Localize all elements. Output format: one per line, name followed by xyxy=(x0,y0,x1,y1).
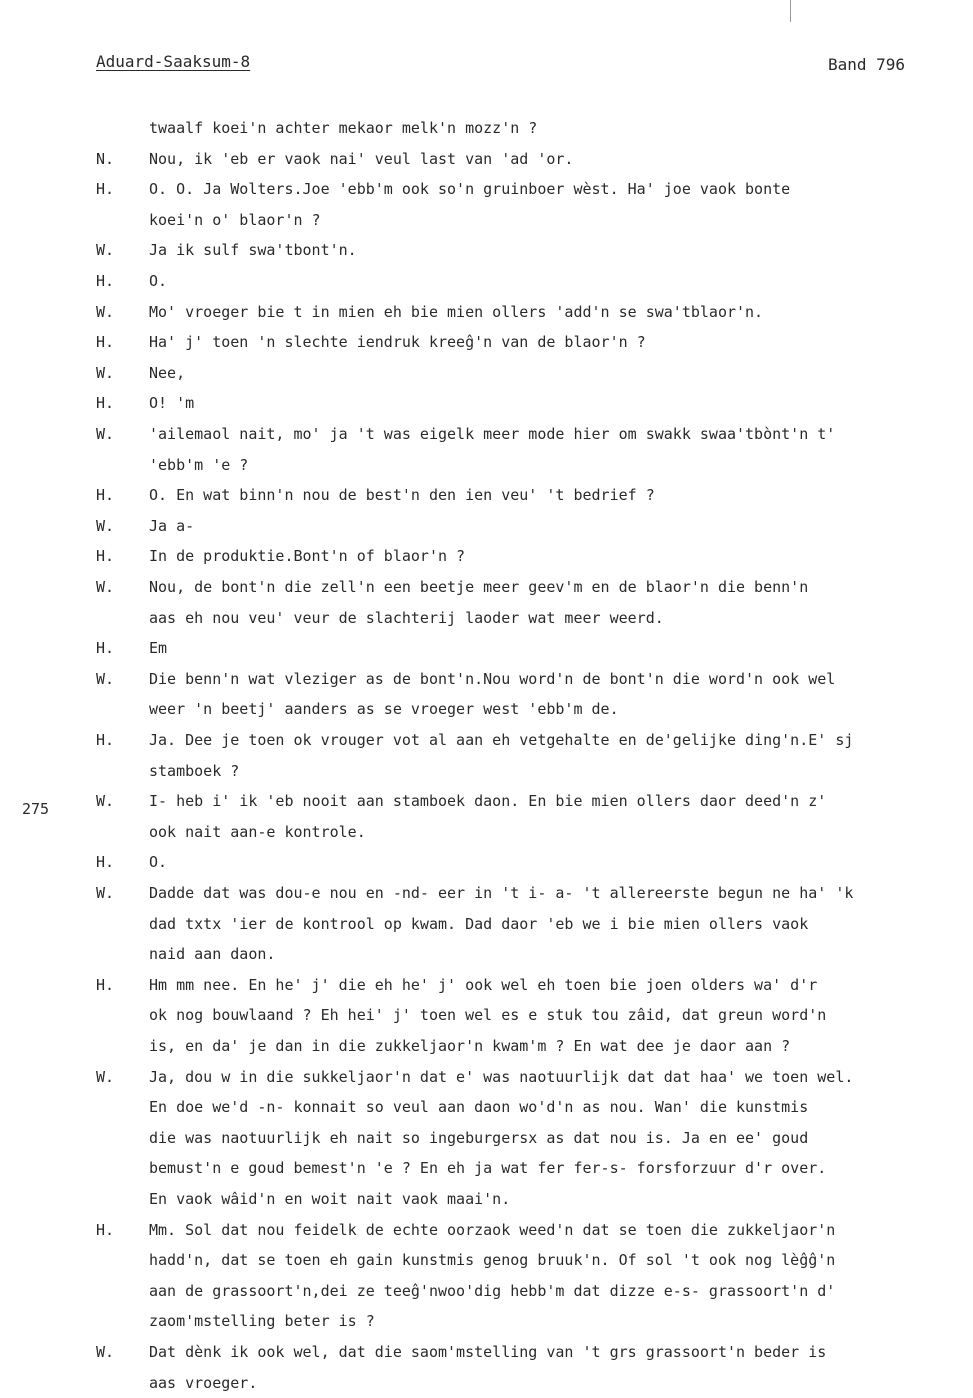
transcript-line: Ja a- xyxy=(149,516,195,535)
speaker-label: W. xyxy=(96,792,115,811)
transcript-line: I- heb i' ik 'eb nooit aan stamboek daon. En bie mien ollers daor deed'n z' xyxy=(149,792,827,811)
transcript-line: Hm mm nee. En he' j' die eh he' j' ook wel eh toen bie joen olders wa' d'r xyxy=(149,975,818,994)
transcript-line: twaalf koei'n achter mekaor melk'n mozz'n ? xyxy=(149,119,538,137)
speaker-label: N. xyxy=(96,149,115,168)
transcript-line: aas vroeger. xyxy=(149,1373,258,1392)
transcript-line: stamboek ? xyxy=(149,761,240,780)
transcript-line: bemust'n e goud bemest'n 'e ? En eh ja wat fer fer-s- forsforzuur d'r over. xyxy=(149,1159,827,1178)
transcript-line: 'ailemaol nait, mo' ja 't was eigelk meer mode hier om swakk swaa'tbònt'n t' xyxy=(149,425,836,443)
transcript-line: In de produktie.Bont'n of blaor'n ? xyxy=(149,547,466,566)
transcript-line: O. En wat binn'n nou de best'n den ien veu' 't bedrief ? xyxy=(149,486,655,505)
transcript-line: Nee, xyxy=(149,363,186,382)
speaker-label: W. xyxy=(96,578,115,596)
transcript-line: koei'n o' blaor'n ? xyxy=(149,210,321,229)
speaker-label: H. xyxy=(96,180,115,199)
speaker-label: W. xyxy=(96,302,115,321)
speaker-label: W. xyxy=(96,425,115,443)
transcript-line: Nou, ik 'eb er vaok nai' veul last van 'ad 'or. xyxy=(149,149,574,168)
speaker-label: H. xyxy=(96,394,115,413)
crop-mark xyxy=(790,0,791,22)
transcript-line: aas eh nou veu' veur de slachterij laoder wat meer weerd. xyxy=(149,608,664,627)
speaker-label: H. xyxy=(96,547,115,566)
transcript-line: Die benn'n wat vleziger as de bont'n.Nou word'n de bont'n die word'n ook wel xyxy=(149,669,836,688)
speaker-label: H. xyxy=(96,333,115,352)
speaker-label: H. xyxy=(96,639,115,658)
transcript-line: En doe we'd -n- konnait so veul aan daon wo'd'n as nou. Wan' die kunstmis xyxy=(149,1098,809,1117)
margin-timestamp: 275 xyxy=(22,800,50,818)
transcript-line: Nou, de bont'n die zell'n een beetje meer geev'm en de blaor'n die benn'n xyxy=(149,578,809,596)
transcript-line: ook nait aan-e kontrole. xyxy=(149,822,366,841)
transcript-line: Dat dènk ik ook wel, dat die saom'mstelling van 't grs grassoort'n beder is xyxy=(149,1343,827,1361)
transcript-line: En vaok wâid'n en woit nait vaok maai'n. xyxy=(149,1190,511,1208)
transcript-line: Dadde dat was dou-e nou en -nd- eer in 't i- a- 't allereerste begun ne ha' 'k xyxy=(149,884,854,902)
speaker-label: H. xyxy=(96,272,115,290)
transcript-line: hadd'n, dat se toen eh gain kunstmis genog bruuk'n. Of sol 't ook nog lèĝĝ'n xyxy=(149,1251,836,1270)
band-number: Band 796 xyxy=(828,55,906,74)
speaker-label: W. xyxy=(96,363,115,382)
speaker-label: W. xyxy=(96,1067,115,1086)
speaker-label: W. xyxy=(96,884,115,902)
transcript-line: O! 'm xyxy=(149,394,195,413)
speaker-label: H. xyxy=(96,1220,115,1239)
transcript-line: Ja. Dee je toen ok vrouger vot al aan eh vetgehalte en de'gelijke ding'n.E' sj xyxy=(149,731,854,749)
speaker-label: H. xyxy=(96,486,115,505)
transcript-line: O. xyxy=(149,853,168,872)
speaker-label: W. xyxy=(96,241,115,260)
transcript-line: 'ebb'm 'e ? xyxy=(149,455,249,474)
speaker-label: H. xyxy=(96,853,115,872)
transcript-line: is, en da' je dan in die zukkeljaor'n kwam'm ? En wat dee je daor aan ? xyxy=(149,1037,791,1055)
transcript-line: ok nog bouwlaand ? Eh hei' j' toen wel es e stuk tou zâid, dat greun word'n xyxy=(149,1006,827,1025)
speaker-label: H. xyxy=(96,975,115,994)
transcript-line: Ja, dou w in die sukkeljaor'n dat e' was naotuurlijk dat dat haa' we toen wel. xyxy=(149,1067,854,1086)
transcript-line: O. xyxy=(149,272,168,290)
speaker-label: W. xyxy=(96,669,115,688)
transcript-line: O. O. Ja Wolters.Joe 'ebb'm ook so'n gruinboer wèst. Ha' joe vaok bonte xyxy=(149,180,791,199)
speaker-label: W. xyxy=(96,1343,115,1361)
transcript-line: die was naotuurlijk eh nait so ingeburgersx as dat nou is. Ja en ee' goud xyxy=(149,1128,809,1147)
transcript-line: aan de grassoort'n,dei ze teeĝ'nwoo'dig hebb'm dat dizze e-s- grassoort'n d' xyxy=(149,1281,836,1300)
transcript-line: zaom'mstelling beter is ? xyxy=(149,1312,375,1331)
transcript-line: naid aan daon. xyxy=(149,945,276,964)
speaker-label: H. xyxy=(96,731,115,749)
document-title: Aduard-Saaksum-8 xyxy=(96,52,251,71)
transcript-line: weer 'n beetj' aanders as se vroeger west 'ebb'm de. xyxy=(149,700,619,719)
transcript-line: Ha' j' toen 'n slechte iendruk kreeĝ'n van de blaor'n ? xyxy=(149,333,646,352)
transcript-line: dad txtx 'ier de kontrool op kwam. Dad daor 'eb we i bie mien ollers vaok xyxy=(149,914,809,933)
transcript-line: Mo' vroeger bie t in mien eh bie mien ollers 'add'n se swa'tblaor'n. xyxy=(149,302,764,321)
speaker-label: W. xyxy=(96,516,115,535)
transcript-line: Em xyxy=(149,639,168,658)
transcript-line: Mm. Sol dat nou feidelk de echte oorzaok weed'n dat se toen die zukkeljaor'n xyxy=(149,1220,836,1239)
transcript-line: Ja ik sulf swa'tbont'n. xyxy=(149,241,357,260)
